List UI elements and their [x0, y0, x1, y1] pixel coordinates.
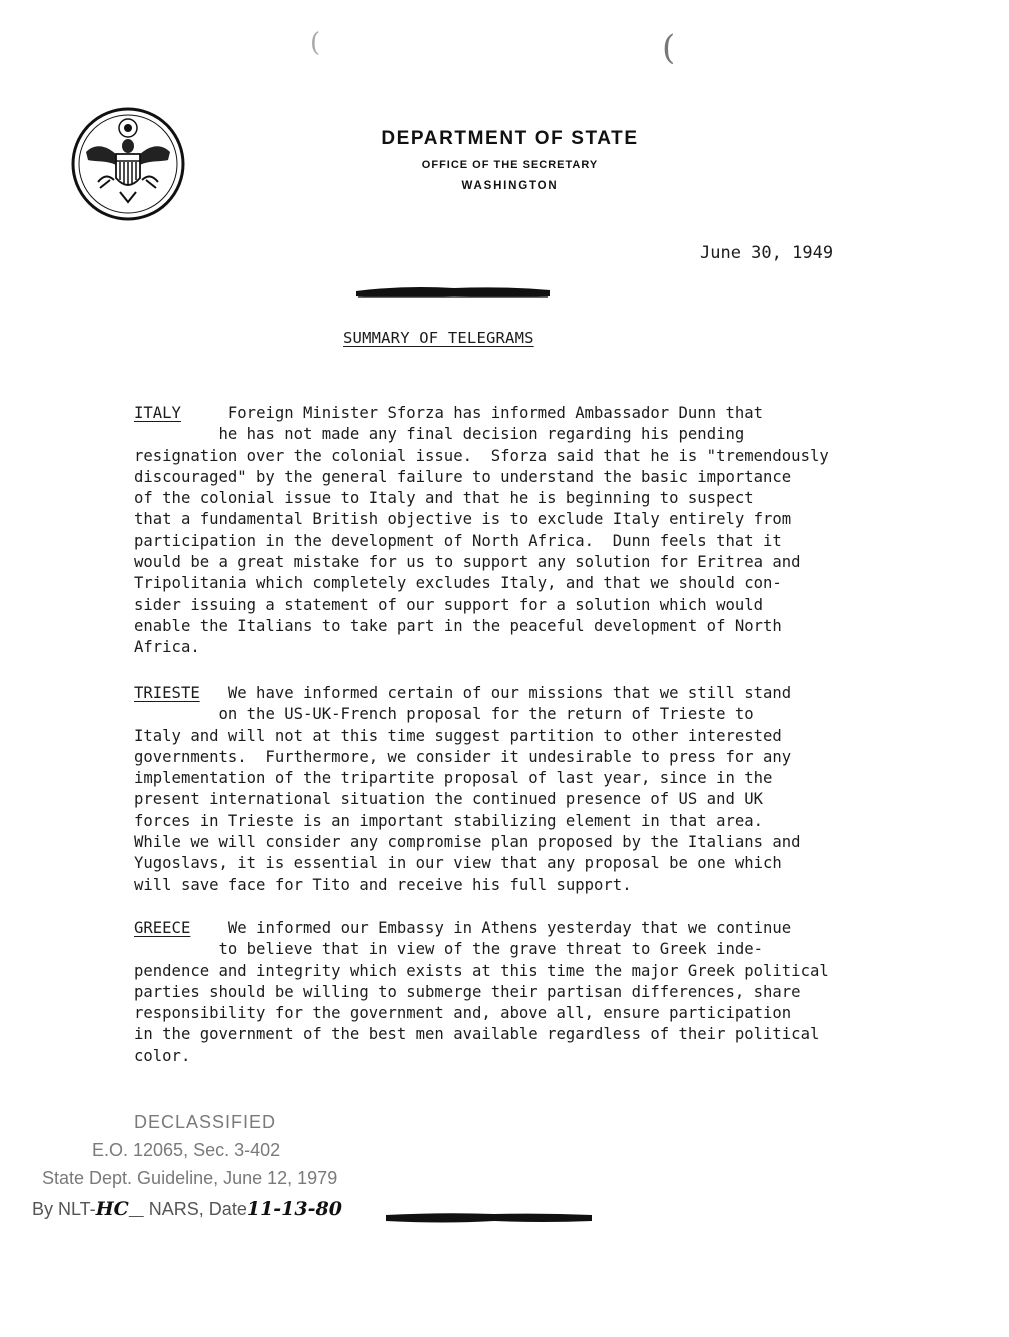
text-line: resignation over the colonial issue. Sforza said that he is "tremendously [134, 446, 829, 465]
letterhead [330, 128, 690, 192]
declassification-stamp [30, 1108, 390, 1192]
text-line: Yugoslavs, it is essential in our view that any proposal be one which [134, 854, 782, 873]
section-trieste [134, 683, 934, 896]
redaction-bar-bottom [384, 1210, 594, 1226]
text-line: governments. Furthermore, we consider it undesirable to press for any [134, 747, 792, 766]
text-line: Africa. [134, 638, 200, 657]
text-line: of the colonial issue to Italy and that he is beginning to suspect [134, 489, 754, 508]
stray-mark-right: ( [662, 28, 676, 68]
great-seal-icon [70, 106, 186, 222]
text-line: sider issuing a statement of our support for a solution which would [134, 595, 764, 614]
text-line: that a fundamental British objective is to exclude Italy entirely from [134, 510, 792, 529]
letterhead-office: OFFICE OF THE SECRETARY [421, 159, 599, 171]
text-line: forces in Trieste is an important stabilizing element in that area. [134, 811, 764, 830]
text-line: color. [134, 1046, 191, 1065]
text-line: he has not made any final decision regarding his pending [218, 425, 745, 444]
text-line: Italy and will not at this time suggest partition to other interested [134, 726, 782, 745]
text-line: on the US-UK-French proposal for the return of Trieste to [218, 705, 754, 724]
section-heading-italy: ITALY [134, 404, 181, 422]
declass-nars-label: NARS, Date [148, 1199, 247, 1219]
summary-title: SUMMARY OF TELEGRAMS [343, 329, 534, 347]
section-italy [134, 403, 934, 659]
declass-initials: HC [95, 1198, 129, 1220]
declass-label: DECLASSIFIED [134, 1112, 277, 1132]
text-line: Foreign Minister Sforza has informed Ambassador Dunn that [227, 404, 764, 422]
text-line: in the government of the best men available regardless of their political [134, 1025, 820, 1044]
text-line: enable the Italians to take part in the peaceful development of North [134, 616, 782, 635]
section-greece [134, 918, 934, 1067]
declass-authority: E.O. 12065, Sec. 3-402 [92, 1140, 281, 1160]
document-date: June 30, 1949 [700, 243, 834, 263]
text-line: present international situation the continued presence of US and UK [134, 790, 764, 809]
declass-signature-line [32, 1198, 342, 1220]
text-line: discouraged" by the general failure to understand the basic importance [134, 467, 792, 486]
text-line: to believe that in view of the grave threat to Greek inde- [218, 940, 764, 959]
text-line: parties should be willing to submerge their partisan differences, share [134, 982, 801, 1001]
text-line: participation in the development of North Africa. Dunn feels that it [134, 531, 782, 550]
text-line: We have informed certain of our missions that we still stand [227, 684, 792, 702]
declass-guideline: State Dept. Guideline, June 12, 1979 [42, 1168, 338, 1188]
section-heading-greece: GREECE [134, 919, 191, 937]
text-line: Tripolitania which completely excludes Italy, and that we should con- [134, 574, 782, 593]
text-line: We informed our Embassy in Athens yesterday that we continue [227, 919, 792, 937]
declass-date: 11-13-80 [246, 1198, 342, 1220]
declass-by-label: By NLT- [32, 1199, 96, 1219]
section-heading-trieste: TRIESTE [134, 684, 200, 702]
stray-mark-left: ( [310, 28, 321, 58]
text-line: pendence and integrity which exists at this time the major Greek political [134, 961, 829, 980]
text-line: responsibility for the government and, above all, ensure participation [134, 1004, 792, 1023]
redaction-bar-top [354, 284, 552, 300]
letterhead-city: WASHINGTON [461, 180, 559, 192]
text-line: While we will consider any compromise plan proposed by the Italians and [134, 833, 801, 852]
text-line: will save face for Tito and receive his full support. [134, 875, 632, 894]
text-line: implementation of the tripartite proposal of last year, since in the [134, 769, 773, 788]
letterhead-department: DEPARTMENT OF STATE [381, 128, 639, 149]
text-line: would be a great mistake for us to support any solution for Eritrea and [134, 553, 801, 572]
